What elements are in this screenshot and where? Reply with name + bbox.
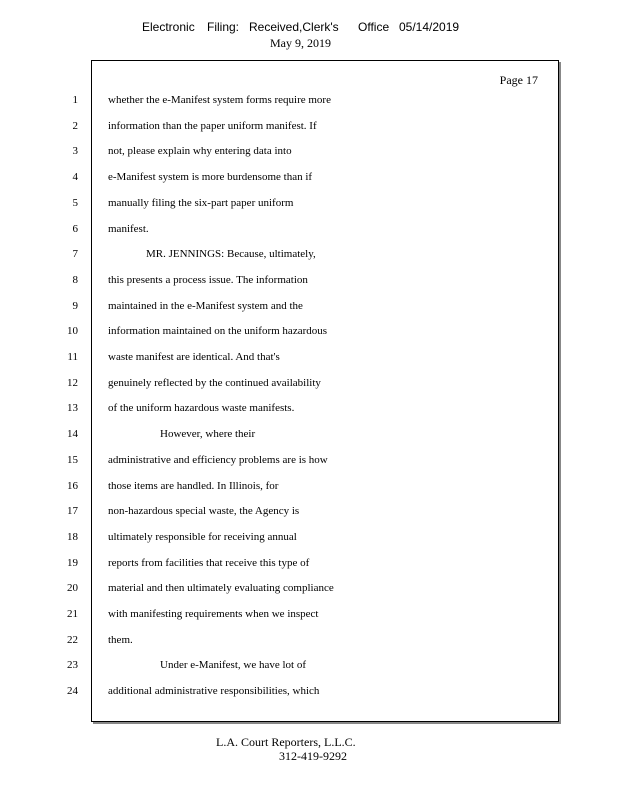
line-text: material and then ultimately evaluating compliance: [108, 582, 334, 595]
header-received: Received,Clerk's: [249, 20, 339, 34]
transcript-line: [72, 171, 392, 191]
line-text: information maintained on the uniform hazardous: [108, 325, 328, 338]
line-text: manifest.: [108, 222, 149, 235]
line-number: 12: [67, 376, 78, 389]
transcript-line: [72, 145, 392, 165]
line-text: genuinely reflected by the continued availability: [108, 376, 321, 389]
line-number: 3: [72, 145, 78, 158]
header-filing: Filing:: [207, 20, 240, 34]
line-number: 10: [67, 325, 78, 338]
transcript-line: [67, 685, 392, 705]
line-text: MR. JENNINGS: Because, ultimately,: [146, 248, 316, 261]
line-text: information than the paper uniform manifest. If: [108, 119, 317, 132]
line-text: those items are handled. In Illinois, for: [108, 479, 279, 492]
line-number: 8: [72, 273, 78, 286]
line-number: 1: [72, 94, 78, 106]
transcript-line: [72, 299, 392, 320]
transcript-line: [67, 556, 392, 577]
line-number: 4: [72, 171, 78, 184]
line-text: waste manifest are identical. And that's: [108, 351, 280, 363]
transcript-line: [72, 222, 392, 243]
transcript-line: [67, 530, 392, 551]
line-text: ultimately responsible for receiving annual: [108, 530, 297, 543]
line-number: 15: [67, 453, 78, 466]
line-text: However, where their: [160, 428, 256, 441]
footer-company: L.A. Court Reporters, L.L.C.: [216, 735, 356, 749]
line-number: 16: [67, 479, 78, 492]
hearing-date: May 9, 2019: [270, 36, 331, 50]
line-text: reports from facilities that receive this type of: [108, 556, 310, 569]
line-number: 18: [67, 530, 78, 543]
line-text: non-hazardous special waste, the Agency is: [108, 505, 300, 518]
transcript-line: [67, 633, 392, 654]
transcript-line: [72, 119, 392, 140]
transcript-line: [67, 351, 392, 371]
transcript-line: [72, 196, 392, 217]
line-number: 22: [67, 633, 78, 646]
transcript-line: [67, 325, 392, 345]
line-number: 19: [67, 556, 78, 569]
transcript-line: [67, 659, 392, 679]
transcript-line: [67, 376, 392, 397]
transcript-line: [72, 94, 392, 114]
transcript-line: [67, 453, 392, 474]
line-number: 14: [67, 428, 78, 441]
page-number: Page 17: [499, 73, 538, 87]
line-number: 11: [67, 351, 78, 363]
line-text: e-Manifest system is more burdensome than if: [108, 171, 313, 184]
header-filed-date: 05/14/2019: [399, 20, 460, 34]
transcript-line: [67, 582, 392, 602]
transcript-line: [67, 428, 392, 448]
transcript-line: [67, 402, 392, 422]
line-text: Under e-Manifest, we have lot of: [160, 659, 307, 672]
transcript-line: [72, 248, 392, 268]
transcript-line: [67, 505, 392, 525]
line-text: whether the e-Manifest system forms require more: [108, 94, 331, 106]
line-text: not, please explain why entering data into: [108, 145, 292, 158]
line-number: 17: [67, 505, 78, 518]
transcript-line: [67, 608, 392, 628]
header-office: Office: [358, 20, 390, 34]
line-text: additional administrative responsibilities, which: [108, 685, 320, 698]
line-text: of the uniform hazardous waste manifests.: [108, 402, 295, 415]
line-number: 20: [67, 582, 78, 595]
transcript-line: [67, 479, 392, 500]
line-number: 6: [72, 222, 78, 235]
line-number: 24: [67, 685, 78, 698]
transcript-line: [72, 273, 392, 294]
line-number: 5: [72, 196, 78, 209]
footer-phone: 312-419-9292: [279, 749, 347, 763]
header-electronic: Electronic: [142, 20, 195, 34]
line-text: administrative and efficiency problems are is how: [108, 453, 328, 466]
line-number: 9: [72, 299, 78, 312]
line-text: them.: [108, 633, 133, 646]
line-number: 7: [72, 248, 78, 261]
transcript-page: [67, 60, 559, 722]
line-text: manually filing the six-part paper uniform: [108, 196, 294, 209]
line-number: 23: [67, 659, 78, 672]
line-number: 13: [67, 402, 78, 415]
line-text: maintained in the e-Manifest system and the: [108, 299, 303, 312]
line-text: this presents a process issue. The information: [108, 273, 308, 286]
line-text: with manifesting requirements when we inspect: [108, 608, 319, 620]
line-number: 21: [67, 608, 78, 620]
line-number: 2: [72, 119, 78, 132]
